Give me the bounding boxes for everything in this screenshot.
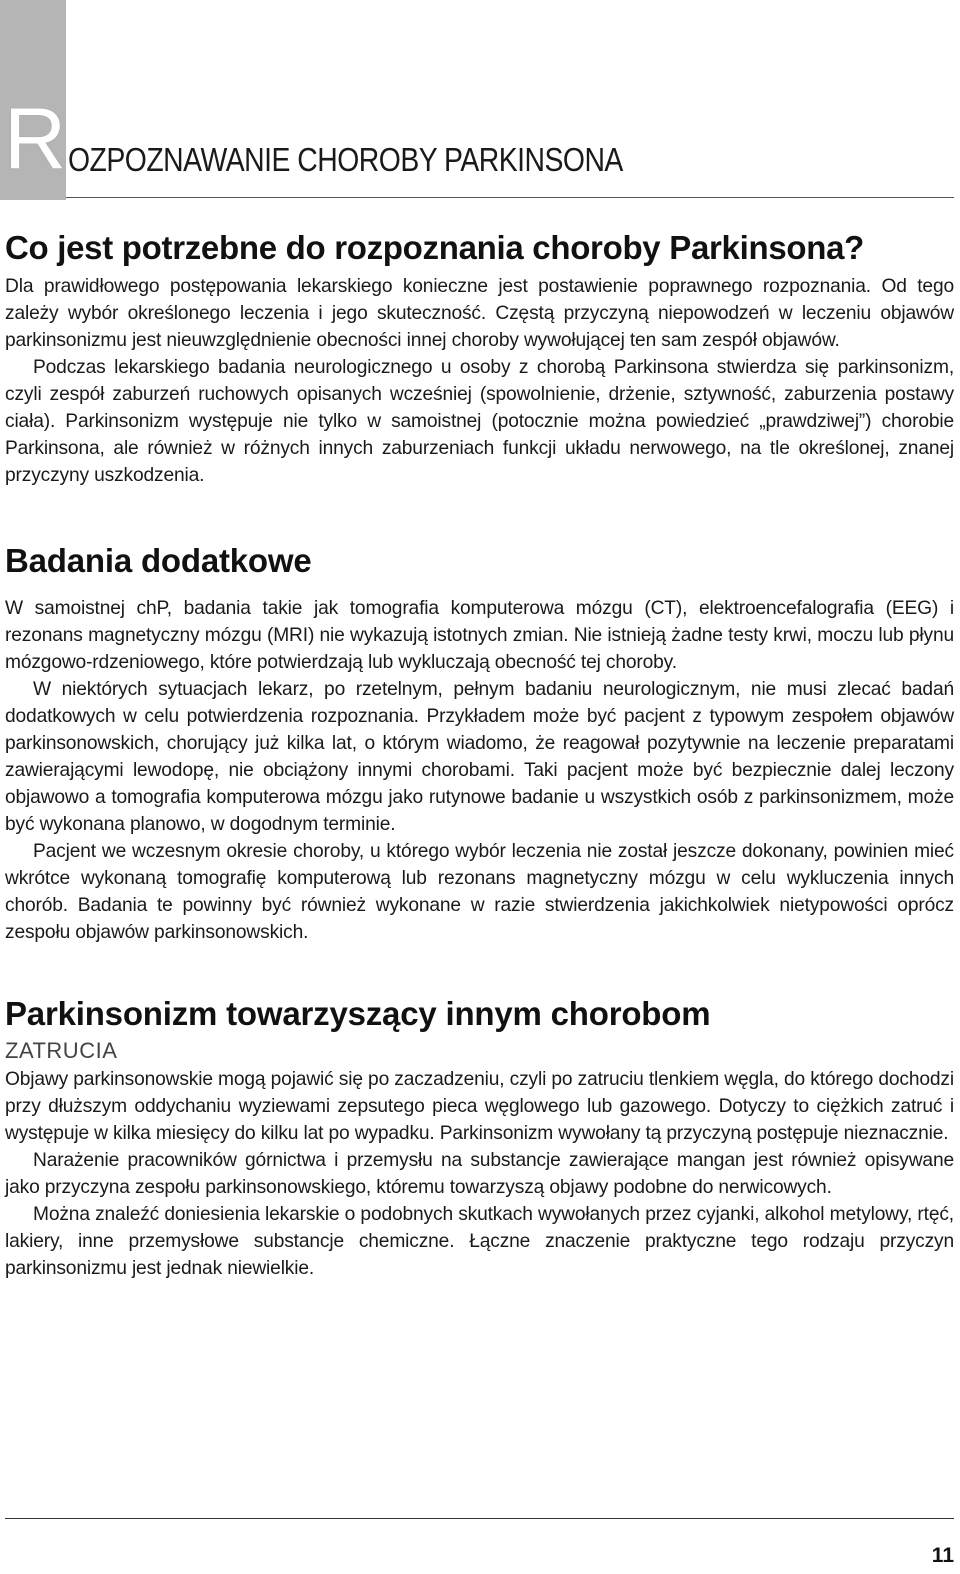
chapter-title: OZPOZNAWANIE CHOROBY PARKINSONA (68, 141, 623, 178)
page-content (5, 226, 954, 1282)
chapter-divider (66, 197, 954, 198)
subsection-heading-poisoning: ZATRUCIA (5, 1038, 118, 1063)
chapter-initial: R (4, 91, 67, 187)
paragraph: Objawy parkinsonowskie mogą pojawić się po zaczadzeniu, czyli po zatruciu tlenkiem węgla, do którego dochodzi przy dłuższym oddychaniu wyziewami zepsutego pieca węglowego lub gazowego. Dotyczy to ciężkich zatruć i występuje w kilka miesięcy do kilku lat po wypadku. Parkinsonizm wywołany tą przyczyną postępuje nieznacznie. (5, 1069, 954, 1144)
paragraph: Narażenie pracowników górnictwa i przemysłu na substancje zawierające mangan jest również opisywane jako przyczyna zespołu parkinsonowskiego, któremu towarzyszą objawy podobne do nerwicowych. (5, 1150, 954, 1198)
paragraph: Podczas lekarskiego badania neurologicznego u osoby z chorobą Parkinsona stwierdza się parkinsonizm, czyli zespół zaburzeń ruchowych opisanych wcześniej (spowolnienie, drżenie, sztywność, zaburzenia postawy ciała). Parkinsonizm występuje nie tylko w samoistnej (potocznie można powiedzieć „prawdziwej”) chorobie Parkinsona, ale również w różnych innych zaburzeniach funkcji układu nerwowego, na tle określonej, znanej przyczyny uszkodzenia. (5, 357, 954, 486)
paragraph: Dla prawidłowego postępowania lekarskiego konieczne jest postawienie poprawnego rozpoznania. Od tego zależy wybór określonego leczenia i jego skuteczność. Częstą przyczyną niepowodzeń w leczeniu objawów parkinsonizmu jest nieuwzględnienie obecności innej choroby wywołującej ten sam zespół objawów. (5, 276, 954, 351)
page-number: 11 (931, 1544, 954, 1567)
paragraph: W samoistnej chP, badania takie jak tomografia komputerowa mózgu (CT), elektroencefalografia (EEG) i rezonans magnetyczny mózgu (MRI) nie wykazują istotnych zmian. Nie istnieją żadne testy krwi, moczu lub płynu mózgowo-rdzeniowego, które potwierdzają lub wykluczają obecność tej choroby. (5, 598, 954, 673)
section-heading-parkinsonism-other-diseases: Parkinsonizm towarzyszący innym chorobom (5, 995, 711, 1032)
paragraph: Pacjent we wczesnym okresie choroby, u którego wybór leczenia nie został jeszcze dokonany, powinien mieć wkrótce wykonaną tomografię komputerową lub rezonans magnetyczny mózgu w celu wykluczenia innych chorób. Badania te powinny być również wykonane w razie stwierdzenia jakichkolwiek nietypowości oprócz zespołu objawów parkinsonowskich. (5, 841, 954, 943)
paragraph: W niektórych sytuacjach lekarz, po rzetelnym, pełnym badaniu neurologicznym, nie musi zlecać badań dodatkowych w celu potwierdzenia rozpoznania. Przykładem może być pacjent z typowym zespołem objawów parkinsonowskich, chorujący już kilka lat, o którym wiadomo, że reagował pozytywnie na leczenie preparatami zawierającymi lewodopę, nie obciążony innymi chorobami. Taki pacjent może być bezpiecznie dalej leczony objawowo a tomografia komputerowa mózgu jako rutynowe badanie u wszystkich osób z parkinsonizmem, może być wykonana planowo, w dogodnym terminie. (5, 679, 954, 835)
footer-divider (5, 1518, 954, 1519)
paragraph: Można znaleźć doniesienia lekarskie o podobnych skutkach wywołanych przez cyjanki, alkohol metylowy, rtęć, lakiery, inne przemysłowe substancje chemiczne. Łączne znaczenie praktyczne tego rodzaju przyczyn parkinsonizmu jest jednak niewielkie. (5, 1204, 954, 1279)
section-heading-additional-tests: Badania dodatkowe (5, 542, 312, 579)
section-heading-diagnosis: Co jest potrzebne do rozpoznania choroby Parkinsona? (5, 229, 864, 266)
